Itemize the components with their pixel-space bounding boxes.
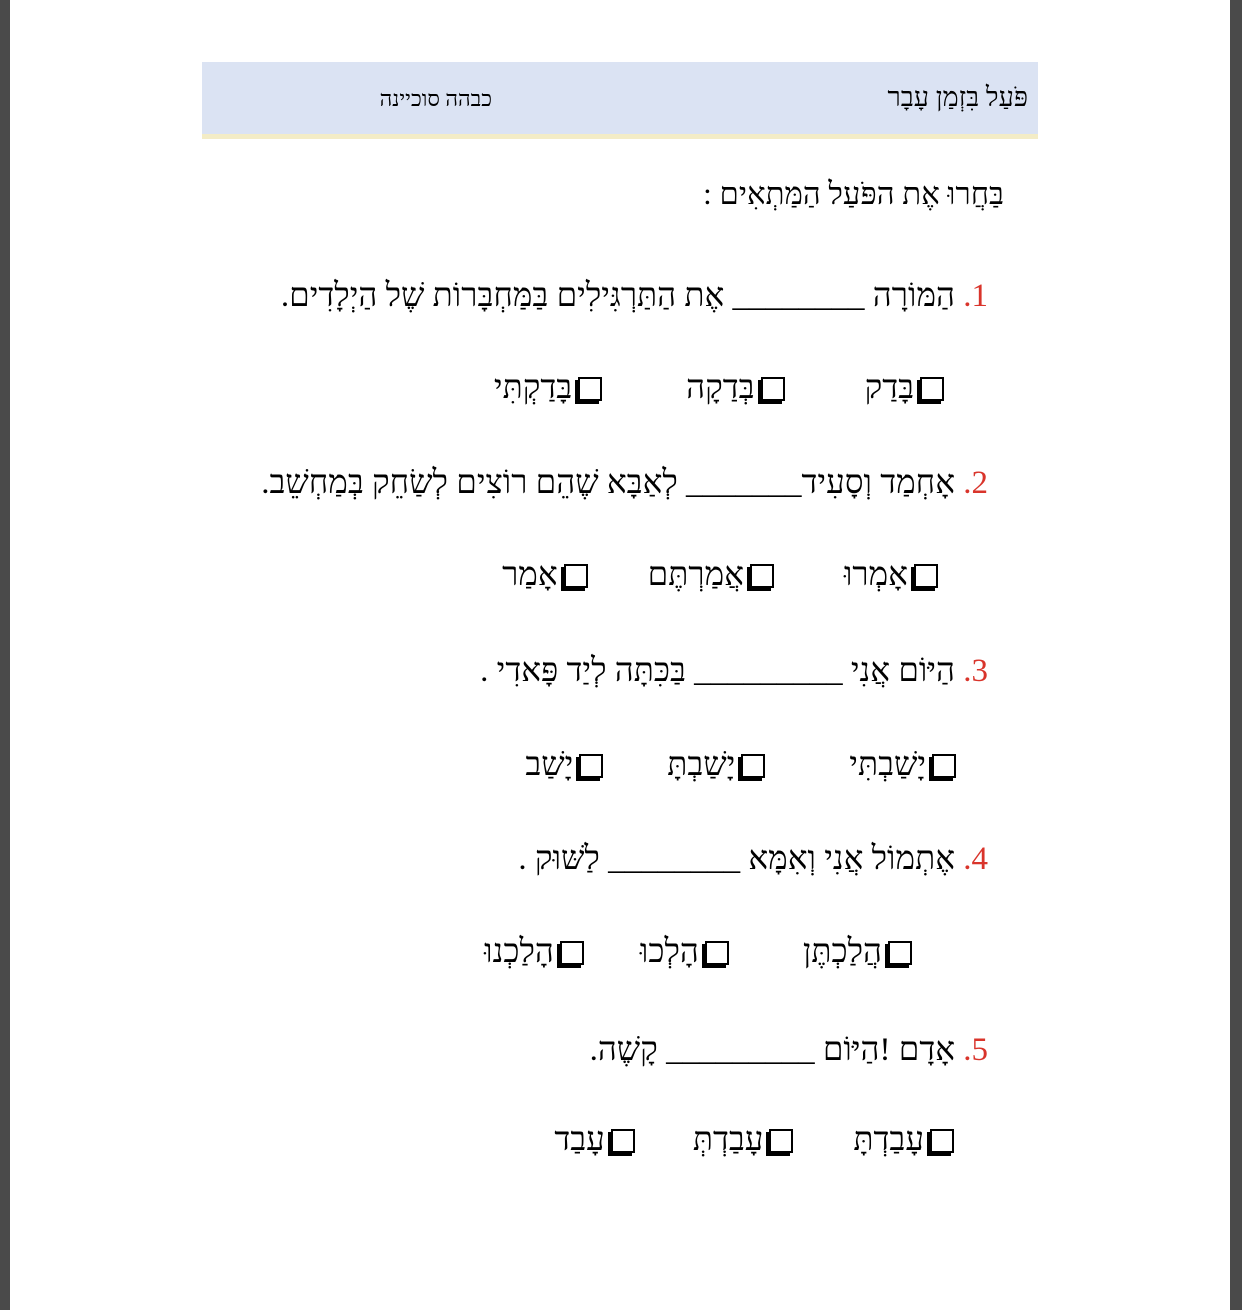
- school-name: כבהה סוכיינה: [379, 86, 492, 111]
- checkbox-icon[interactable]: [769, 1129, 793, 1153]
- checkbox-icon[interactable]: [888, 941, 912, 965]
- option-label: הֲלַכְתֶּן: [802, 934, 882, 970]
- checkbox-icon[interactable]: [761, 377, 785, 401]
- checkbox-icon[interactable]: [579, 754, 603, 778]
- question-sentence: אֶתְמוֹל אֲנִי וְאִמָּא ________ לַשּׁוּק .: [518, 841, 955, 877]
- question-number: 3.: [963, 653, 988, 689]
- question-5: [590, 1032, 988, 1069]
- option-label: עָבַדְתָּ: [853, 1122, 924, 1158]
- option-item[interactable]: [865, 370, 948, 407]
- checkbox-icon[interactable]: [914, 564, 938, 588]
- checkbox-icon[interactable]: [930, 1129, 954, 1153]
- options-1: [494, 370, 948, 407]
- option-label: יָשַׁבְתִּי: [849, 747, 926, 783]
- option-item[interactable]: [648, 557, 778, 594]
- page-title: פֹּעַל בִּזְמַן עָבָר: [887, 82, 1028, 112]
- option-label: יָשַׁבְתָּ: [667, 747, 736, 783]
- question-2: [261, 465, 988, 502]
- option-item[interactable]: [554, 1122, 638, 1159]
- question-number: 2.: [963, 465, 988, 501]
- option-label: בָּדַקְתִּי: [493, 370, 573, 406]
- option-label: הָלַכְנוּ: [484, 934, 554, 970]
- checkbox-icon[interactable]: [705, 941, 729, 965]
- document-page: [10, 0, 1230, 1310]
- option-item[interactable]: [693, 1122, 798, 1159]
- option-item[interactable]: [525, 747, 607, 784]
- question-number: 5.: [963, 1032, 988, 1068]
- options-3: [525, 747, 960, 784]
- question-1: [281, 278, 988, 315]
- options-5: [554, 1122, 958, 1159]
- question-number: 4.: [963, 841, 988, 877]
- option-item[interactable]: [667, 747, 769, 784]
- option-item[interactable]: [494, 370, 606, 407]
- question-sentence: הַמּוֹרָה ________ אֶת הַתַּרְגִּילִים בַּמַּחְבָּרוֹת שֶׁל הַיְלָדִים.: [280, 278, 955, 314]
- option-item[interactable]: [484, 934, 588, 971]
- option-label: עָבַד: [554, 1122, 605, 1158]
- checkbox-icon[interactable]: [578, 377, 602, 401]
- checkbox-icon[interactable]: [564, 564, 588, 588]
- question-4: [518, 841, 988, 878]
- question-number: 1.: [963, 278, 988, 314]
- option-label: יָשַׁב: [525, 747, 574, 783]
- option-item[interactable]: [853, 1122, 958, 1159]
- option-item[interactable]: [640, 934, 733, 971]
- checkbox-icon[interactable]: [750, 564, 774, 588]
- checkbox-icon[interactable]: [920, 377, 944, 401]
- question-3: [480, 653, 988, 690]
- option-label: אֲמַרְתֶּם: [647, 557, 744, 593]
- options-2: [502, 557, 942, 594]
- option-item[interactable]: [686, 370, 788, 407]
- option-label: בָּדַק: [864, 370, 914, 406]
- instruction-text: בַּחֲרוּ אֶת הפֹּעַל הַמַּתְאִים :: [703, 176, 1004, 211]
- checkbox-icon[interactable]: [741, 754, 765, 778]
- option-label: אָמַר: [502, 557, 558, 593]
- question-sentence: אָחְמַד וְסָעִיד_______ לְאַבָּא שֶׁהֵם רוֹצִים לְשַׂחֵק בְּמַחְשֵׁב.: [261, 465, 955, 501]
- option-label: הָלְכוּ: [639, 934, 699, 970]
- option-item[interactable]: [502, 557, 592, 594]
- checkbox-icon[interactable]: [560, 941, 584, 965]
- question-sentence: הַיּוֹם אֲנִי _________ בַּכִּתָּה לְיַד פָּאדִי .: [480, 653, 955, 689]
- options-4: [484, 934, 916, 971]
- option-label: בְּדַקָה: [686, 370, 755, 406]
- question-sentence: אָדָם !הַיּוֹם _________ קָשֶׁה.: [589, 1032, 955, 1068]
- option-label: עָבַדְתְּ: [692, 1122, 764, 1158]
- checkbox-icon[interactable]: [932, 754, 956, 778]
- option-item[interactable]: [849, 747, 960, 784]
- option-item[interactable]: [803, 934, 916, 971]
- checkbox-icon[interactable]: [611, 1129, 635, 1153]
- header-band: [202, 62, 1038, 139]
- option-label: אָמְרוּ: [843, 557, 908, 593]
- option-item[interactable]: [844, 557, 942, 594]
